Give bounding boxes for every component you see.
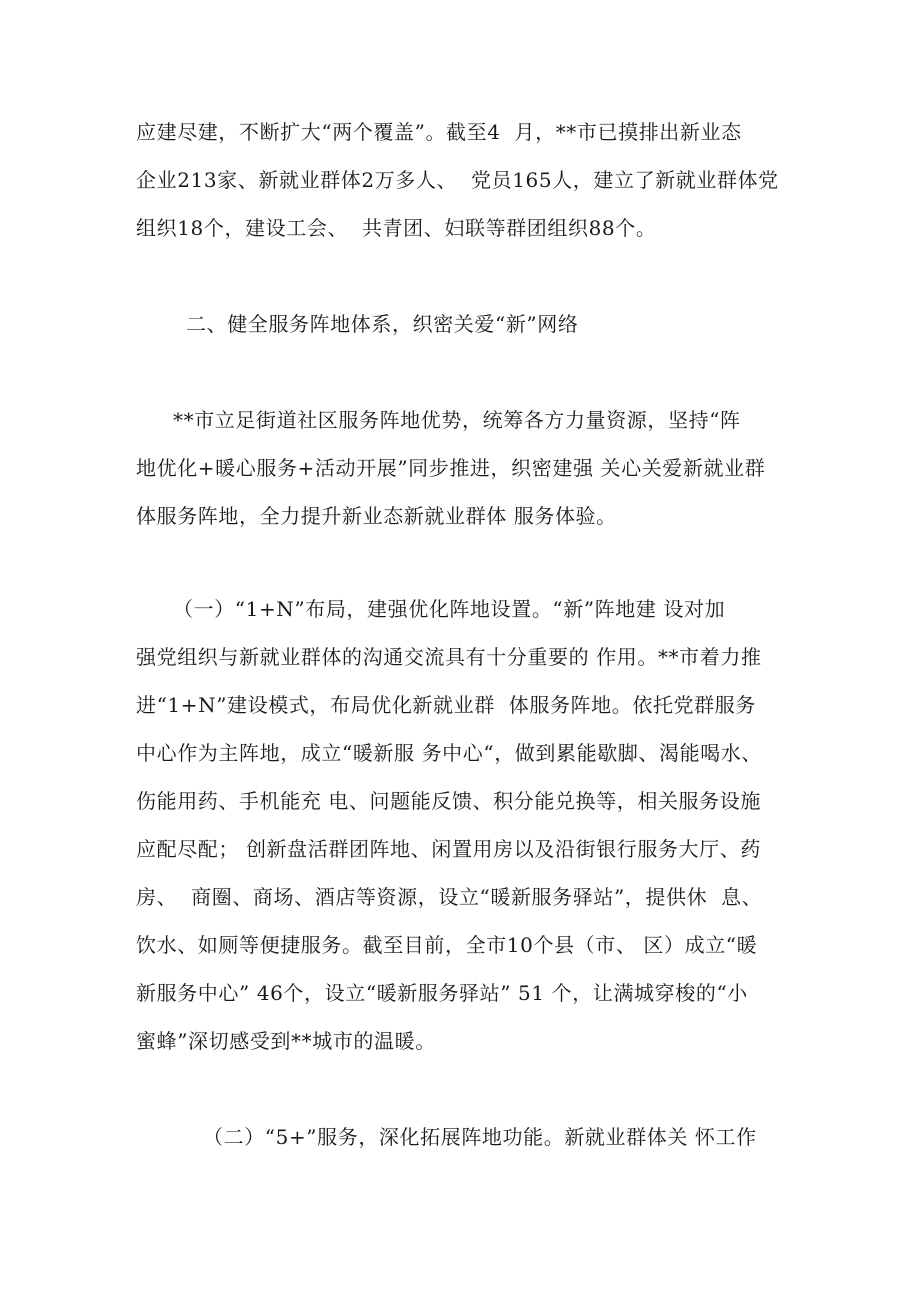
text-line: （一）“1+N”布局，建强优化阵地设置。“新”阵地建 设对加	[173, 597, 726, 621]
text-line: 新服务中心” 46个，设立“暖新服务驿站” 51 个，让满城穿梭的“小	[136, 981, 748, 1005]
text-line: 企业213家、新就业群体2万多人、 党员165人，建立了新就业群体党	[136, 168, 779, 192]
section-heading: 二、健全服务阵地体系，织密关爱“新”网络	[186, 312, 579, 336]
text-line: 饮水、如厕等便捷服务。截至目前，全市10个县（市、 区）成立“暖	[136, 933, 758, 957]
text-line: 组织18个，建设工会、 共青团、妇联等群团组织88个。	[136, 216, 657, 240]
text-line: 伤能用药、手机能充 电、问题能反馈、积分能兑换等，相关服务设施	[136, 789, 761, 813]
text-line: 强党组织与新就业群体的沟通交流具有十分重要的 作用。**市着力推	[136, 645, 762, 669]
text-line: （二）“5+”服务，深化拓展阵地功能。新就业群体关 怀工作	[203, 1125, 757, 1149]
text-line: 体服务阵地，全力提升新业态新就业群体 服务体验。	[136, 504, 617, 528]
text-line: 蜜蜂”深切感受到**城市的温暖。	[136, 1029, 436, 1053]
text-line: 房、 商圈、商场、酒店等资源，设立“暖新服务驿站”，提供休 息、	[136, 885, 763, 909]
text-line: **市立足街道社区服务阵地优势，统筹各方力量资源，坚持“阵	[173, 408, 741, 432]
text-line: 应配尽配； 创新盘活群团阵地、闲置用房以及沿街银行服务大厅、药	[136, 837, 761, 861]
text-line: 进“1+N”建设模式，布局优化新就业群 体服务阵地。依托党群服务	[136, 693, 756, 717]
text-line: 地优化+暖心服务+活动开展”同步推进，织密建强 关心关爱新就业群	[136, 456, 766, 480]
text-line: 中心作为主阵地，成立“暖新服 务中心“，做到累能歇脚、渴能喝水、	[136, 741, 763, 765]
text-line: 应建尽建，不断扩大“两个覆盖”。截至4 月，**市已摸排出新业态	[136, 120, 742, 144]
